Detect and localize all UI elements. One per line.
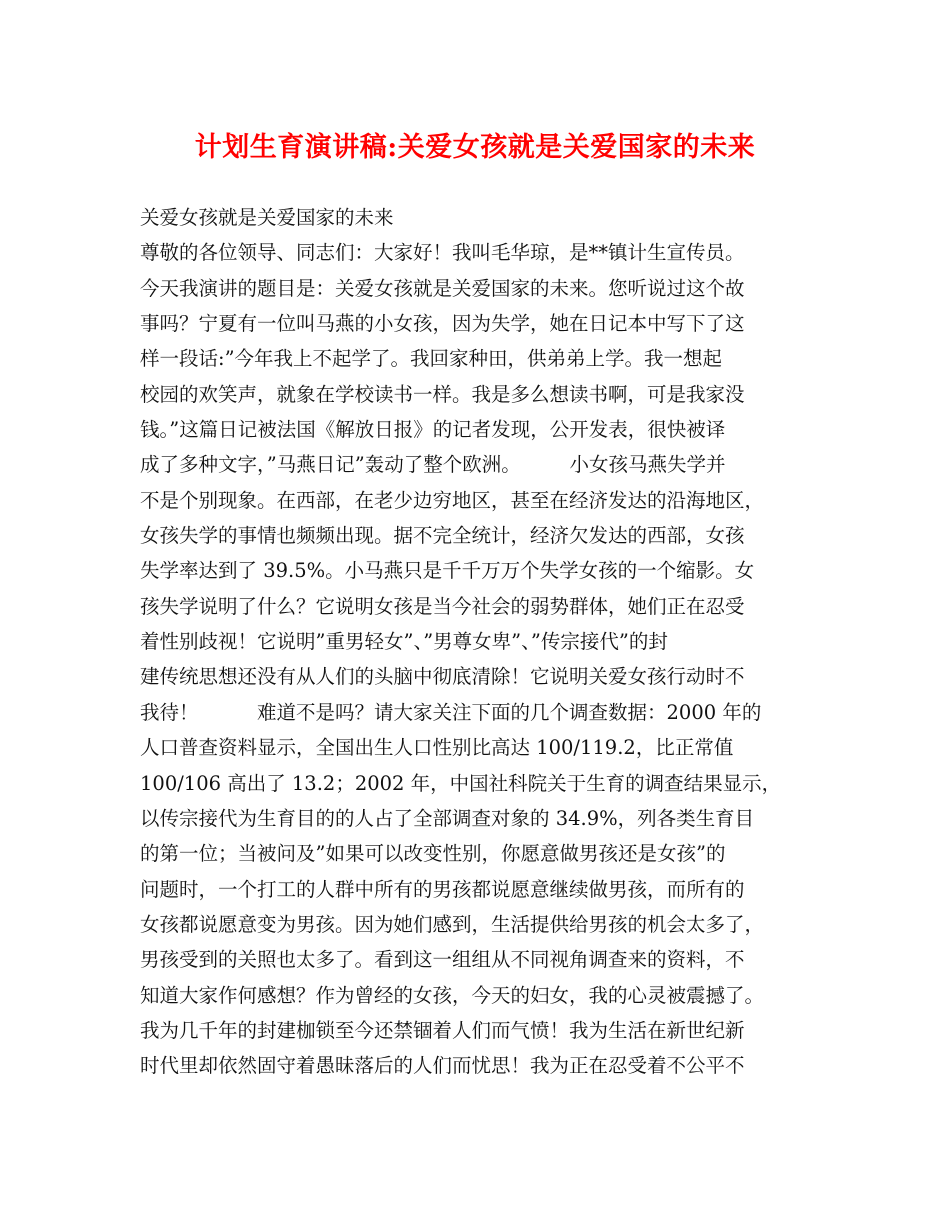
document-body [140, 200, 830, 1084]
body-line: 以传宗接代为生育目的的人占了全部调查对象的 34.9%，列各类生育目 [140, 806, 755, 830]
body-line: 校园的欢笑声，就象在学校读书一样。我是多么想读书啊，可是我家没 [140, 382, 745, 406]
body-line: 的第一位；当被问及”如果可以改变性别，你愿意做男孩还是女孩”的 [140, 842, 726, 866]
body-line: 孩失学说明了什么？它说明女孩是当今社会的弱势群体，她们正在忍受 [140, 594, 745, 618]
body-line: 我为几千年的封建枷锁至今还禁锢着人们而气愤！我为生活在新世纪新 [140, 1018, 745, 1042]
body-line: 事吗？宁夏有一位叫马燕的小女孩，因为失学，她在日记本中写下了这 [140, 312, 745, 336]
body-line: 问题时，一个打工的人群中所有的男孩都说愿意继续做男孩，而所有的 [140, 877, 745, 901]
document-title: 计划生育演讲稿:关爱女孩就是关爱国家的未来 [194, 132, 756, 163]
body-line: 钱。”这篇日记被法国《解放日报》的记者发现，公开发表，很快被译 [140, 418, 726, 442]
body-line: 尊敬的各位领导、同志们：大家好！我叫毛华琼，是**镇计生宣传员。 [140, 241, 745, 265]
body-line: 成了多种文字，”马燕日记”轰动了整个欧洲。 小女孩马燕失学并 [140, 453, 726, 477]
body-line: 我待！ 难道不是吗？请大家关注下面的几个调查数据：2000 年的 [140, 700, 762, 724]
body-line: 100/106 高出了 13.2；2002 年，中国社科院关于生育的调查结果显示， [140, 771, 782, 795]
body-line: 时代里却依然固守着愚昧落后的人们而忧思！我为正在忍受着不公平不 [140, 1054, 745, 1078]
body-line: 着性别歧视！它说明”重男轻女”、”男尊女卑”、”传宗接代”的封 [140, 630, 668, 654]
body-line: 女孩失学的事情也频频出现。据不完全统计，经济欠发达的西部，女孩 [140, 524, 745, 548]
body-line: 人口普查资料显示，全国出生人口性别比高达 100/119.2，比正常值 [140, 736, 734, 760]
body-line: 男孩受到的关照也太多了。看到这一组组从不同视角调查来的资料，不 [140, 948, 745, 972]
body-line: 样一段话:”今年我上不起学了。我回家种田，供弟弟上学。我一想起 [140, 347, 723, 371]
body-line: 不是个别现象。在西部，在老少边穷地区，甚至在经济发达的沿海地区， [140, 488, 765, 512]
body-line: 知道大家作何感想？作为曾经的女孩，今天的妇女，我的心灵被震撼了。 [140, 983, 765, 1007]
body-line: 今天我演讲的题目是：关爱女孩就是关爱国家的未来。您听说过这个故 [140, 276, 745, 300]
body-line: 建传统思想还没有从人们的头脑中彻底清除！它说明关爱女孩行动时不 [140, 665, 745, 689]
body-line: 关爱女孩就是关爱国家的未来 [140, 206, 394, 229]
body-line: 女孩都说愿意变为男孩。因为她们感到，生活提供给男孩的机会太多了， [140, 912, 765, 936]
body-line: 失学率达到了 39.5%。小马燕只是千千万万个失学女孩的一个缩影。女 [140, 559, 755, 583]
